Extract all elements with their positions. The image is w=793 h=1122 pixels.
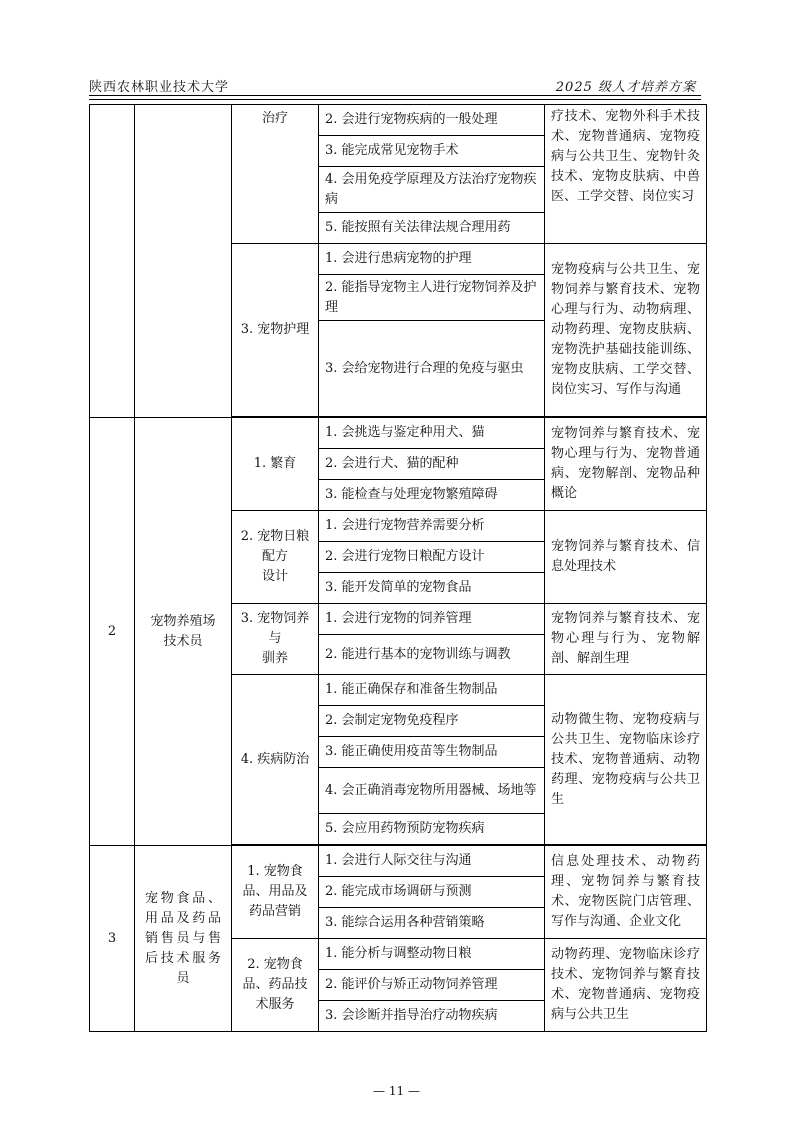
ability-cell: 2. 会进行宠物疾病的一般处理 <box>319 105 545 136</box>
header-rule-thin <box>89 99 701 100</box>
ability-cell: 3. 能正确使用疫苗等生物制品 <box>319 737 545 768</box>
course-cell: 疗技术、宠物外科手术技术、宠物普通病、宠物疫病与公共卫生、宠物针灸技术、宠物皮肤病、中兽医、工学交替、岗位实习 <box>545 105 707 244</box>
ability-cell: 1. 会进行宠物的饲养管理 <box>319 604 545 635</box>
course-cell: 宠物饲养与繁育技术、信息处理技术 <box>545 511 707 604</box>
ability-cell: 1. 会进行人际交往与沟通 <box>319 846 545 877</box>
number-cell <box>90 105 135 418</box>
page-number: — 11 — <box>373 1084 420 1098</box>
task-cell: 治疗 <box>232 105 319 244</box>
ability-cell: 1. 能正确保存和准备生物制品 <box>319 675 545 706</box>
task-cell: 2. 宠物食 品、药品技 术服务 <box>232 939 319 1032</box>
table-row <box>90 846 707 877</box>
ability-cell: 2. 能评价与矫正动物饲养管理 <box>319 970 545 1001</box>
number-cell: 2 <box>90 418 135 846</box>
course-cell: 宠物疫病与公共卫生、宠物饲养与繁育技术、宠物心理与行为、动物病理、动物药理、宠物皮肤病、宠物洗护基础技能训练、宠物皮肤病、工学交替、岗位实习、写作与沟通 <box>545 244 707 417</box>
job-cell: 宠物养殖场 技术员 <box>135 418 232 846</box>
ability-cell: 1. 会挑选与鉴定种用犬、猫 <box>319 418 545 449</box>
ability-cell: 2. 能指导宠物主人进行宠物饲养及护理 <box>319 275 545 321</box>
table-row <box>90 105 707 136</box>
ability-cell: 1. 会进行患病宠物的护理 <box>319 244 545 275</box>
task-cell: 4. 疾病防治 <box>232 675 319 845</box>
header-document-title: 2025 级人才培养方案 <box>555 80 696 95</box>
ability-cell: 1. 能分析与调整动物日粮 <box>319 939 545 970</box>
course-cell: 宠物饲养与繁育技术、宠物心理与行为、宠物解剖、解剖生理 <box>545 604 707 675</box>
header-school-name: 陕西农林职业技术大学 <box>89 80 230 95</box>
course-cell: 信息处理技术、动物药理、宠物饲养与繁育技术、宠物医院门店管理、写作与沟通、企业文化 <box>545 846 707 939</box>
job-cell: 宠物食品、用品及药品销售员与售后技术服务员 <box>135 846 232 1032</box>
number-cell: 3 <box>90 846 135 1032</box>
task-cell: 2. 宠物日粮 配方 设计 <box>232 511 319 604</box>
ability-cell: 3. 会诊断并指导治疗动物疾病 <box>319 1001 545 1032</box>
ability-cell: 2. 会进行犬、猫的配种 <box>319 449 545 480</box>
ability-cell: 3. 能完成常见宠物手术 <box>319 136 545 167</box>
ability-cell: 5. 会应用药物预防宠物疾病 <box>319 814 545 845</box>
task-cell: 1. 宠物食 品、用品及 药品营销 <box>232 846 319 939</box>
course-cell: 宠物饲养与繁育技术、宠物心理与行为、宠物普通病、宠物解剖、宠物品种概论 <box>545 418 707 511</box>
job-cell <box>135 105 232 418</box>
ability-cell: 5. 能按照有关法律法规合理用药 <box>319 213 545 244</box>
task-cell: 1. 繁育 <box>232 418 319 511</box>
ability-cell: 2. 能完成市场调研与预测 <box>319 877 545 908</box>
header-rule <box>89 95 701 96</box>
ability-cell: 4. 会正确消毒宠物所用器械、场地等 <box>319 768 545 814</box>
ability-cell: 3. 能综合运用各种营销策略 <box>319 908 545 939</box>
ability-cell: 2. 能进行基本的宠物训练与调教 <box>319 635 545 675</box>
ability-cell: 3. 会给宠物进行合理的免疫与驱虫 <box>319 321 545 417</box>
course-cell: 动物微生物、宠物疫病与公共卫生、宠物临床诊疗技术、宠物普通病、动物药理、宠物疫病与公共卫生 <box>545 675 707 845</box>
ability-cell: 2. 会制定宠物免疫程序 <box>319 706 545 737</box>
ability-cell: 4. 会用免疫学原理及方法治疗宠物疾病 <box>319 167 545 213</box>
task-cell: 3. 宠物护理 <box>232 244 319 417</box>
table-row <box>90 418 707 449</box>
course-cell: 动物药理、宠物临床诊疗技术、宠物饲养与繁育技术、宠物普通病、宠物疫病与公共卫生 <box>545 939 707 1032</box>
curriculum-table <box>89 104 707 1032</box>
ability-cell: 3. 能检查与处理宠物繁殖障碍 <box>319 480 545 511</box>
ability-cell: 1. 会进行宠物营养需要分析 <box>319 511 545 542</box>
ability-cell: 3. 能开发简单的宠物食品 <box>319 573 545 604</box>
ability-cell: 2. 会进行宠物日粮配方设计 <box>319 542 545 573</box>
task-cell: 3. 宠物饲养 与 驯养 <box>232 604 319 675</box>
